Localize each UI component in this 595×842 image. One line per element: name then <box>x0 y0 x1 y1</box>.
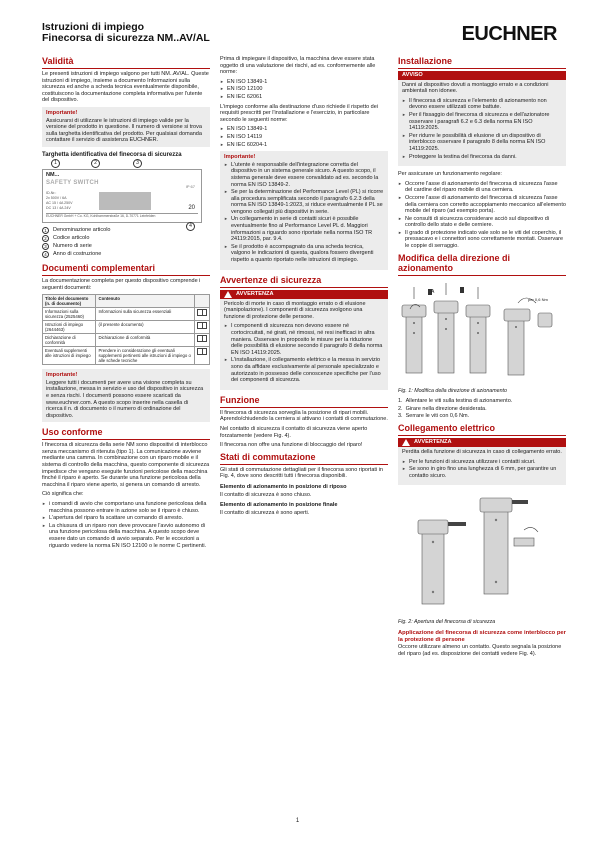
list-item: ► Il grado di protezione indicato vale solo se le viti del coperchio, il pressacavo e i connettori sono correttamente montati. Osservare le coppie di serraggio. <box>398 230 566 250</box>
list-item: ► Se sono in giro fino una lunghezza di 6 mm, per garantire un contatto sicuro. <box>402 466 562 479</box>
column-3 <box>398 56 566 660</box>
nameplate-legend <box>42 227 210 258</box>
list-item: ► Per le funzioni di sicurezza utilizzare i contatti sicuri. <box>402 459 562 466</box>
norms-list-2 <box>220 126 388 148</box>
norms-text-2: L'impiego conforme alla destinazione d'uso richiede il rispetto dei requisiti prescritti per l'installazione e l'esercizio, in particolare secondo le seguenti norme: <box>220 103 379 123</box>
warning-text: Perdita della funzione di sicurezza in caso di collegamento errato. <box>402 449 562 456</box>
docs-intro: La documentazione completa per questo dispositivo comprende i seguenti documenti: <box>42 277 201 291</box>
label-barcode-area <box>99 192 151 210</box>
list-item: ► Un collegamento in serie di contatti sicuri è possibile eventualmente fino al Performance Level PL d. Maggiori informazioni a riguardo sono riportate nella norma ISO TR 24119:2015, par. 9.4. <box>224 216 384 242</box>
install-text-2: Per assicurare un funzionamento regolare: <box>398 171 502 178</box>
legend-text: Anno di costruzione <box>53 251 102 258</box>
column-1 <box>42 56 210 552</box>
notice-title: AVVISO <box>402 72 423 78</box>
list-item: ► Se il prodotto è accompagnato da una scheda tecnica, valgono le indicazioni di questa, qualora fossero divergenti rispetto a quanto riportato nelle istruzioni di impiego. <box>224 244 384 264</box>
validity-text: Le presenti istruzioni di impiego valgono per tutti NM..AV/AL. Queste istruzioni di impiego, insieme a documento Informazioni sulla sicurezza ed anche a scheda tecnica eventualmente disponibile, costituiscono la documentazione completa informativa per l'utente del dispositivo. <box>42 71 209 104</box>
legend-number: 3 <box>42 243 49 250</box>
warning-text: Pericolo di morte in caso di montaggio errato o di elusione (manipolazione). I componenti di sicurezza svolgono una funzione di protezione delle persone. <box>224 300 366 320</box>
list-item: ► La chiusura di un riparo non deve provocare l'avvio autonomo di una funzione pericolosa della macchina. A questo scopo deve essere dato un comando di avvio separato. Per le eccezioni a riguardo vedere la norma EN ISO 12100 o le norme C pertinenti. <box>42 523 210 549</box>
figure-1-caption: Fig. 1: Modifica della direzione di azionamento <box>398 387 507 394</box>
doc-content-cell: Prendere in considerazione gli eventuali supplementi pertinenti alle istruzioni di impiego o alle schede tecniche <box>96 347 195 365</box>
book-icon <box>197 335 207 342</box>
documents-table <box>42 294 210 365</box>
list-item: ► Per il fissaggio del finecorsa di sicurezza e dell'azionatore osservare i paragrafi 6.2 e 6.3 della norma EN ISO 14119:2025. <box>402 112 562 132</box>
figure-label-a: A <box>431 288 435 295</box>
install-heading: Installazione <box>398 56 566 69</box>
legend-text: Numero di serie <box>53 243 92 250</box>
important-text: Assicurarsi di utilizzare le istruzioni di impiego valide per la versione del prodotto in questione. Il numero di versione si trova sulla targhetta identificativa del prodotto. Per qualsiasi domanda contattare il servizio di assistenza EUCHNER. <box>46 117 202 144</box>
function-heading: Funzione <box>220 395 388 408</box>
function-text-3: Il finecorsa non offre una funzione di bloccaggio del riparo! <box>220 442 363 449</box>
important-title: Importante! <box>46 372 78 379</box>
doc-icon-cell <box>194 334 209 347</box>
doc-title-cell: Istruzioni di impiego (2644463) <box>43 321 96 334</box>
list-item: ► Per ridurre le possibilità di elusione di un dispositivo di interblocco osservare il paragrafo 8 della norma EN ISO 14119:2025. <box>402 133 562 153</box>
label-ip-rating: IP 67 <box>185 183 195 189</box>
step-number: 2. <box>398 405 403 412</box>
legend-text: Denominazione articolo <box>53 227 111 234</box>
warning-box-header <box>398 438 566 447</box>
validity-heading: Validità <box>42 56 210 69</box>
callout-4: 4 <box>186 222 195 231</box>
list-item: ► Occorre l'asse di azionamento del finecorsa di sicurezza l'asse del cardine del riparo mobile di una cerniera. <box>398 181 566 194</box>
legend-item <box>42 227 210 234</box>
doc-title-cell: Informazioni sulla sicurezza (2525460) <box>43 308 96 321</box>
norms-intro: Prima di impiegare il dispositivo, la macchina deve essere stata oggetto di una valutazione dei rischi, ad es. conformemente alle norme: <box>220 56 376 76</box>
use-text-1: I finecorsa di sicurezza della serie NM sono dispositivi di interblocco senza meccanismo di ritenuta (tipo 1). La comunicazione avviene mediante una camma. In combinazione con un riparo mobile e il sistema di controllo della macchina, questo componente di sicurezza impedisce che vengano eseguite funzioni pericolose della macchina finché il riparo è aperto. Se durante una funzione pericolosa della macchina il riparo viene aperto, si genera un comando di arresto. <box>42 442 210 488</box>
rest-text: Il contatto di sicurezza è sono chiuso. <box>220 491 312 498</box>
warning-list <box>224 323 384 383</box>
list-item: ► EN IEC 62061 <box>220 94 388 101</box>
legend-item <box>42 243 210 250</box>
important-box-3 <box>220 151 388 270</box>
label-safety-switch: SAFETY SWITCH <box>46 179 99 186</box>
warning-box-body <box>220 299 388 390</box>
label-year: 20 <box>188 205 195 212</box>
figure-label-torque: per 0,6 Nm <box>528 296 548 302</box>
figure-2-switch-opening <box>398 490 566 616</box>
table-row <box>43 334 210 347</box>
doc-content-cell: (il presente documento) <box>96 321 195 334</box>
doc-icon-cell <box>194 347 209 365</box>
step-number: 1. <box>398 398 403 405</box>
legend-number: 1 <box>42 227 49 234</box>
legend-number: 2 <box>42 235 49 242</box>
install-list-2 <box>398 181 566 250</box>
list-item: ► Il finecorsa di sicurezza e l'elemento di azionamento non devono essere utilizzati come battute. <box>402 98 562 111</box>
list-item: ► Ne consulti di sicurezza considerare acciò sul dispositivo di controllo dello stato e delle cerniere. <box>398 216 566 229</box>
list-item: ► Occorre l'asse di azionamento del finecorsa di sicurezza l'asse della cerniera con corretto accoppiamento meccanico all'elemento mobile del riparo (ad esempio porta). <box>398 195 566 215</box>
book-icon <box>197 309 207 316</box>
electrical-heading: Collegamento elettrico <box>398 423 566 436</box>
book-icon <box>197 322 207 329</box>
warning-icon <box>402 439 410 446</box>
states-text: Gli stati di commutazione dettagliati per il finecorsa sono riportati in Fig. 4, dove sono descritti tutti i finecorsa disponibili. <box>220 466 383 480</box>
doc-title-cell: Eventuali supplementi alle istruzioni di impiego <box>43 347 96 365</box>
label-rating-1: 2x 500V / 6A <box>46 195 67 200</box>
warning-box-body <box>398 447 566 485</box>
list-item: ► L'apertura del riparo fa scattare un comando di arresto. <box>42 515 210 522</box>
header <box>42 22 557 46</box>
warning-icon <box>224 291 232 298</box>
docs-col-icon <box>194 295 209 308</box>
legend-item <box>42 251 210 258</box>
important-title: Importante! <box>46 109 78 116</box>
function-text-1: Il finecorsa di sicurezza sorveglia la posizione di ripari mobili. Aprendo/chiudendo la cerniera si attivano i contatti di commutazione. <box>220 409 388 423</box>
important-box-1 <box>42 107 210 147</box>
euchner-logo: EUCHNER <box>461 23 557 45</box>
application-text: Occorre utilizzare almeno un contatto. Questo segnala la posizione del riparo (ad es. disposizione dei contatti vedere Fig. 4). <box>398 644 562 657</box>
label-product-name: NM... <box>46 171 60 178</box>
list-item: ► EN ISO 12100 <box>220 86 388 93</box>
warnings-heading: Avvertenze di sicurezza <box>220 275 388 288</box>
list-item: ► EN IEC 60204-1 <box>220 142 388 149</box>
direction-heading: Modifica della direzione di azionamento <box>398 253 566 276</box>
step-number: 3. <box>398 413 403 420</box>
rest-heading: Elemento di azionamento in posizione di riposo <box>220 483 347 490</box>
doc-content-cell: Informazioni sulla sicurezza essenziali <box>96 308 195 321</box>
label-id: ID-Nr.: <box>46 190 57 195</box>
end-text: Il contatto di sicurezza è sono aperti. <box>220 509 310 516</box>
warning-list <box>402 459 562 480</box>
list-item: ► Proteggere la testina del finecorsa da danni. <box>402 154 562 161</box>
important-list <box>224 162 384 264</box>
label-heading: Targhetta identificativa del finecorsa di sicurezza <box>42 151 182 158</box>
docs-col-content: Contenuto <box>96 295 195 308</box>
warning-box-header <box>220 290 388 299</box>
list-item <box>398 406 566 413</box>
page-number: 1 <box>295 818 300 824</box>
application-heading: Applicazione del finecorsa di sicurezza come interblocco per la protezione di persone <box>398 630 566 643</box>
list-item: ► L'utente è responsabile dell'integrazione corretta del dispositivo in un sistema generale sicuro. A questo scopo, il sistema generale deve essere convalidato ad es. secondo la norma EN ISO 13849-2. <box>224 162 384 188</box>
step-text: Allentare le viti sulla testina di azionamento. <box>405 398 513 405</box>
norms-list-1 <box>220 79 388 101</box>
important-title: Importante! <box>224 154 256 161</box>
list-item: ► EN ISO 13849-1 <box>220 79 388 86</box>
legend-item <box>42 235 210 242</box>
legend-number: 4 <box>42 251 49 258</box>
list-item: ► i comandi di avvio che comportano una funzione pericolosa della macchina possono entrare in azione solo se il riparo è chiuso. <box>42 501 210 514</box>
step-text: Serrare le viti con 0,6 Nm. <box>405 413 470 420</box>
notice-box-body <box>398 80 566 167</box>
figure-1-actuation-direction <box>398 279 566 385</box>
switch-rotation-illustration <box>398 279 566 385</box>
use-heading: Uso conforme <box>42 427 210 440</box>
list-item: ► EN ISO 14119 <box>220 134 388 141</box>
callout-1: 1 <box>51 159 60 168</box>
important-box-2 <box>42 369 210 422</box>
docs-heading: Documenti complementari <box>42 263 210 276</box>
doc-content-cell: Dichiarazione di conformità <box>96 334 195 347</box>
nameplate-figure <box>42 159 202 229</box>
document-title-line1: Istruzioni di impiego <box>42 21 145 33</box>
doc-title-cell: Dichiarazione di conformità <box>43 334 96 347</box>
label-rating-2: AC 15 / 4A 250V <box>46 200 73 205</box>
table-row <box>43 308 210 321</box>
label-footer: EUCHNER GmbH + Co. KG, Kohlhammerstraße 16, D-70771 Leinfelden <box>46 214 156 219</box>
warning-title: AVVERTENZA <box>414 439 452 446</box>
list-item <box>398 413 566 420</box>
callout-2: 2 <box>91 159 100 168</box>
list-item: ► I componenti di sicurezza non devono essere né cortocircuitati, né girati, né rimossi, né resi inefficaci in altra maniera. Osservare in proposito le misure per la riduzione delle possibilità di elusione secondo il paragrafo 8 della norma EN ISO 14119:2025. <box>224 323 384 356</box>
end-heading: Elemento di azionamento in posizione finale <box>220 502 338 509</box>
warning-title: AVVERTENZA <box>236 290 274 297</box>
book-icon <box>197 348 207 355</box>
table-row <box>43 321 210 334</box>
list-item: ► L'installazione, il collegamento elettrico e la messa in servizio sono da affidare esclusivamente al personale specializzato e autorizzato in possesso delle conoscenze specifiche per l'uso dei componenti di sicurezza. <box>224 357 384 383</box>
important-text: Leggere tutti i documenti per avere una visione completa su installazione, messa in servizio e uso del dispositivo in sicurezza e senza rischi. I documenti possono essere scaricati da www.euchner.com. A questo scopo inserire nella casella di ricerca il n. di documento o il numero di ordinazione del dispositivo. <box>46 379 204 419</box>
step-text: Girare nella direzione desiderata. <box>405 405 487 412</box>
figure-2-caption: Fig. 2: Apertura del finecorsa di sicurezza <box>398 619 496 626</box>
column-2 <box>220 56 388 519</box>
notice-text: Danni al dispositivo dovuti a montaggio errato e a condizioni ambientali non idonee. <box>402 81 549 95</box>
document-title-line2: Finecorsa di sicurezza NM..AV/AL <box>42 32 210 44</box>
doc-icon-cell <box>194 321 209 334</box>
list-item: ► Se per la determinazione del Performance Level (PL) si ricorre alla procedura semplificata secondo il paragrafo 6.2.3 della norma EN ISO 13849-1:2023, si riduce eventualmente il PL se vengono collegati più dispositivi in serie. <box>224 189 384 215</box>
callout-3: 3 <box>133 159 142 168</box>
function-text-2: Nel contatto di sicurezza il contatto di sicurezza viene aperto forzatamente (vedere Fig. 4). <box>220 425 368 439</box>
use-text-2: Ciò significa che: <box>42 491 84 498</box>
states-heading: Stati di commutazione <box>220 452 388 465</box>
doc-icon-cell <box>194 308 209 321</box>
label-rating-3: DC 13 / 4A 24V <box>46 205 71 210</box>
list-item <box>398 398 566 405</box>
list-item: ► EN ISO 13849-1 <box>220 126 388 133</box>
legend-text: Codice articolo <box>53 235 90 242</box>
direction-steps <box>398 398 566 420</box>
docs-col-title: Titolo del documento (n. di documento) <box>43 295 96 308</box>
notice-box-header <box>398 71 566 80</box>
switch-open-illustration <box>398 490 566 616</box>
notice-list <box>402 98 562 160</box>
table-row <box>43 347 210 365</box>
use-list <box>42 501 210 549</box>
